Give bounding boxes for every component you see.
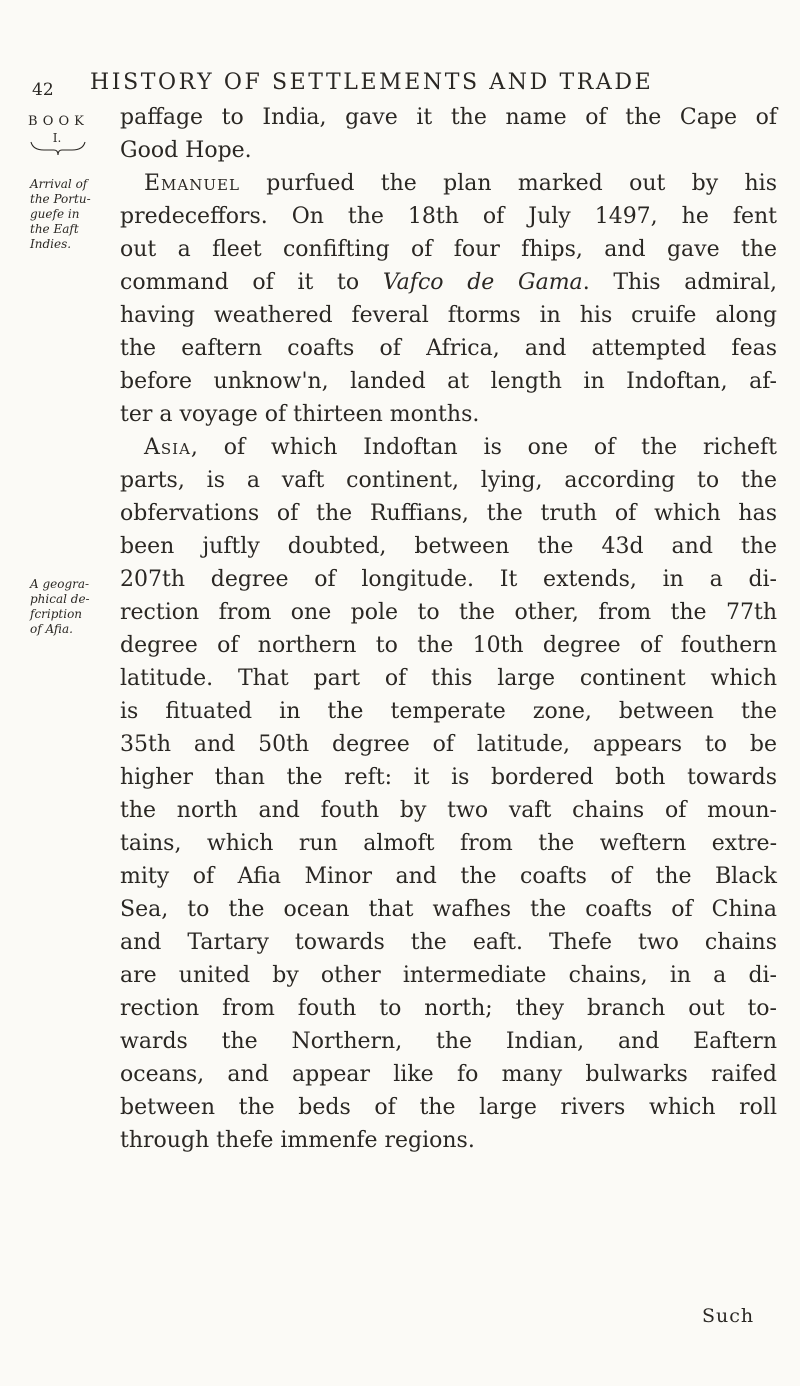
text-line: predeceffors. On the 18th of July 1497, he fent (120, 204, 777, 229)
text-line: Asia, of which Indoftan is one of the richeft (144, 435, 777, 460)
brace-icon (30, 140, 86, 156)
text-line: before unknow'n, landed at length in Indoftan, af- (120, 369, 777, 394)
text-line: wards the Northern, the Indian, and Eaftern (120, 1029, 777, 1054)
text-line: the eaftern coafts of Africa, and attempted feas (120, 336, 777, 361)
page-number: 42 (32, 80, 54, 100)
book-label: BOOK (28, 114, 89, 129)
name-vasco-de-gama: Vafco de Gama (382, 270, 583, 295)
running-head: HISTORY OF SETTLEMENTS AND TRADE (90, 70, 654, 95)
text-line: is fituated in the temperate zone, between the (120, 699, 777, 724)
text-line: mity of Afia Minor and the coafts of the Black (120, 864, 777, 889)
book-number: I. (52, 131, 62, 145)
text-line: through thefe immenfe regions. (120, 1128, 475, 1153)
margin-note-asia: A geogra-phical de-fcription of Afia. (30, 577, 90, 636)
text-line: and Tartary towards the eaft. Thefe two chains (120, 930, 777, 955)
text-line: degree of northern to the 10th degree of fouthern (120, 633, 777, 658)
text-line: out a fleet confifting of four fhips, and gave the (120, 237, 777, 262)
text-line: are united by other intermediate chains, in a di- (120, 963, 777, 988)
text-line: tains, which run almoft from the weftern extre- (120, 831, 777, 856)
text-line: rection from fouth to north; they branch out to- (120, 996, 777, 1021)
text-line: latitude. That part of this large continent which (120, 666, 777, 691)
margin-note-arrival: Arrival of the Portu-guefe in the Eaft Indies. (30, 177, 91, 251)
name-emanuel: Emanuel (144, 171, 240, 196)
text-line: Emanuel purfued the plan marked out by his (144, 171, 777, 196)
text-line: higher than the reft: it is bordered both towards (120, 765, 777, 790)
text-line: the north and fouth by two vaft chains of moun- (120, 798, 777, 823)
text-line: oceans, and appear like fo many bulwarks raifed (120, 1062, 777, 1087)
text-line: having weathered feveral ftorms in his cruife along (120, 303, 777, 328)
text-line: paffage to India, gave it the name of the Cape of (120, 105, 777, 130)
name-asia: Asia (144, 435, 191, 460)
catchword: Such (702, 1305, 755, 1327)
text-line: rection from one pole to the other, from the 77th (120, 600, 777, 625)
text-line: Sea, to the ocean that wafhes the coafts of China (120, 897, 777, 922)
text-line: Good Hope. (120, 138, 252, 163)
text-line: been juftly doubted, between the 43d and the (120, 534, 777, 559)
text-line: parts, is a vaft continent, lying, according to the (120, 468, 777, 493)
body-text (120, 101, 777, 1157)
text-line: ter a voyage of thirteen months. (120, 402, 480, 427)
text-line: command of it to Vafco de Gama. This admiral, (120, 270, 778, 295)
text-line: 35th and 50th degree of latitude, appears to be (120, 732, 777, 757)
text-line: between the beds of the large rivers which roll (120, 1095, 777, 1120)
text-line: obfervations of the Ruffians, the truth of which has (120, 501, 777, 526)
text-line: 207th degree of longitude. It extends, in a di- (120, 567, 777, 592)
